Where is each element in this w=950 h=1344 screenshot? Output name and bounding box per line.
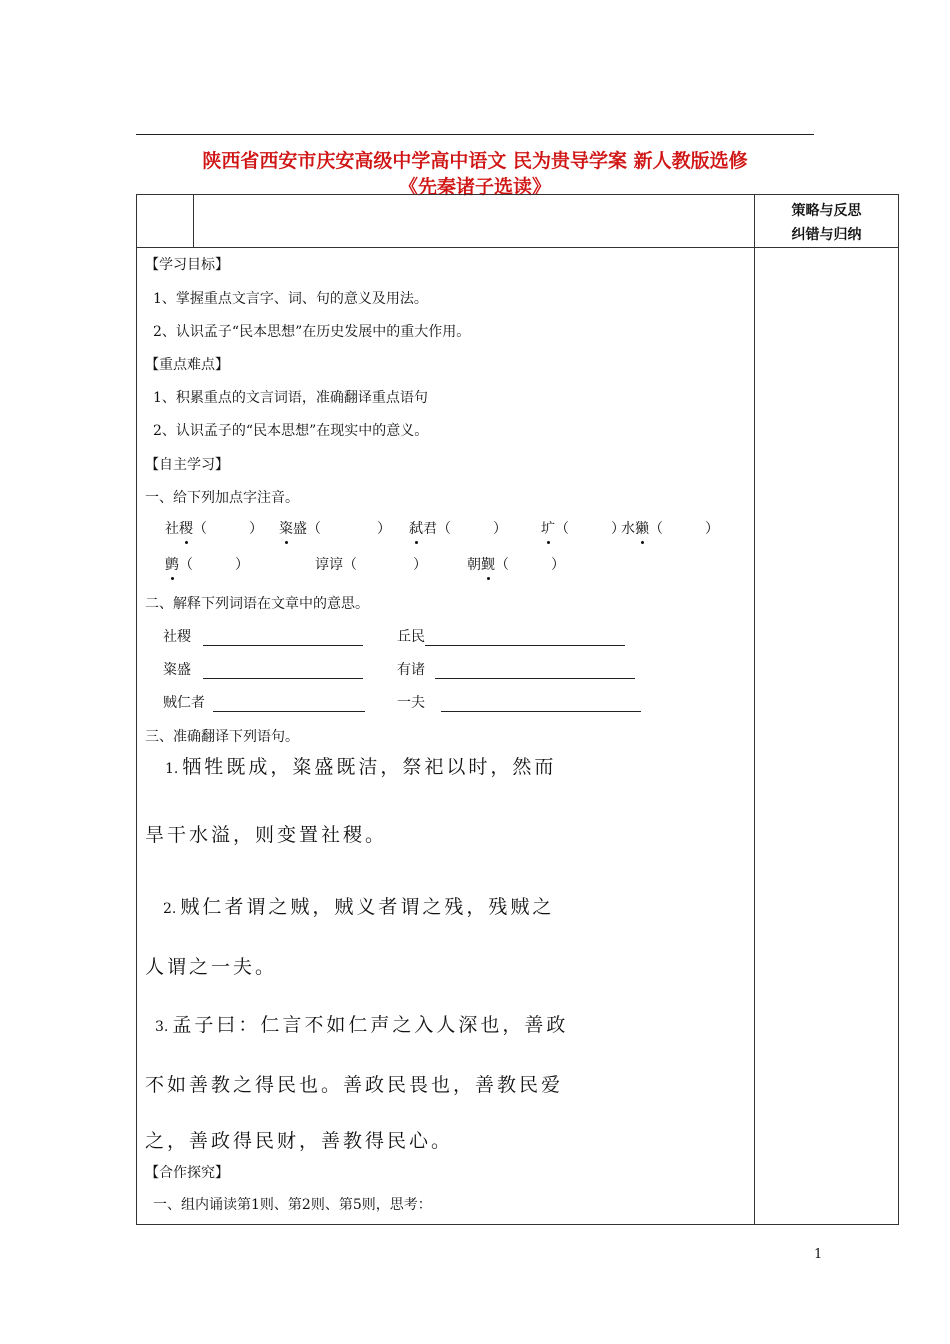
sentence-1-line-b: 旱干水溢，则变置社稷。 [145,824,388,846]
side-header-line1: 策略与反思 [791,203,862,219]
term-label: 有诸 [397,662,425,678]
dotted-char: 獭 [635,518,649,538]
sentence-1-line-a: 1. 牺牲既成，粢盛既洁，祭祀以时，然而 [165,756,557,778]
sentence-number: 1. [165,761,179,777]
key-1: 1、积累重点的文言词语，准确翻译重点语句 [153,390,428,406]
goal-1: 1、掌握重点文言字、词、句的意义及用法。 [153,291,428,307]
pinyin-item-4: 圹（ ） [541,518,625,538]
answer-blank[interactable] [203,664,363,679]
answer-blank[interactable] [435,664,635,679]
pinyin-item-5: 水獭（ ） [621,518,719,538]
sentence-2-line-b: 人谓之一夫。 [145,956,278,978]
answer-blank[interactable] [441,697,641,712]
cooperation-task-1: 一、组内诵读第1则、第2则、第5则，思考： [153,1197,432,1213]
term-row-3b [397,692,641,712]
pinyin-item-6: 鹯（ ） [165,554,249,574]
term-label: 一夫 [397,695,425,711]
question-1: 一、给下列加点字注音。 [145,490,299,506]
dotted-char: 粢 [279,518,293,538]
document-title: 陕西省西安市庆安高级中学高中语文 民为贵导学案 新人教版选修 [202,150,748,172]
term-label: 丘民 [397,629,425,645]
top-rule [136,134,814,135]
document-subtitle: 《先秦诸子选读》 [398,176,551,198]
pinyin-item-3: 弑君（ ） [409,518,507,538]
header-cell-middle [194,195,755,248]
key-2: 2、认识孟子的“民本思想”在现实中的意义。 [153,423,429,439]
term-row-1b [397,626,625,646]
pinyin-item-1: 社稷（ ） [165,518,263,538]
term-label: 粢盛 [163,662,191,678]
sentence-3-line-a: 3. 孟子曰：仁言不如仁声之入人深也，善政 [155,1014,569,1036]
answer-blank[interactable] [213,697,365,712]
term-row-2b [397,659,635,679]
sentence-number: 3. [155,1019,169,1035]
header-cell-left [137,195,194,248]
notes-column [755,248,899,1225]
term-row-2 [163,659,363,679]
term-label: 社稷 [163,629,191,645]
term-row-1 [163,626,363,646]
pinyin-item-8: 朝觐（ ） [467,554,565,574]
self-study-heading: 【自主学习】 [145,457,229,473]
term-label: 贼仁者 [163,695,205,711]
term-row-3 [163,692,365,712]
answer-blank[interactable] [203,631,363,646]
question-2: 二、解释下列词语在文章中的意思。 [145,596,369,612]
sentence-number: 2. [163,901,177,917]
keys-heading: 【重点难点】 [145,357,229,373]
goal-2: 2、认识孟子“民本思想”在历史发展中的重大作用。 [153,324,471,340]
side-header [755,195,899,248]
sentence-3-line-c: 之，善政得民财，善教得民心。 [145,1130,454,1152]
sentence-3-line-b: 不如善教之得民也。善政民畏也，善教民爱 [145,1074,564,1096]
pinyin-item-2: 粢盛（ ） [279,518,391,538]
dotted-char: 觐 [481,554,495,574]
cooperation-heading: 【合作探究】 [145,1165,229,1181]
dotted-char: 圹 [541,518,555,538]
question-3: 三、准确翻译下列语句。 [145,729,299,745]
pinyin-item-7: 谆谆（ ） [315,557,427,573]
dotted-char: 鹯 [165,554,179,574]
sentence-2-line-a: 2. 贼仁者谓之贼，贼义者谓之残，残贼之 [163,896,555,918]
goals-heading: 【学习目标】 [145,257,229,273]
answer-blank[interactable] [425,631,625,646]
dotted-char: 稷 [179,518,193,538]
dotted-char: 弑 [409,518,423,538]
page-number: 1 [814,1247,823,1262]
content-cell [137,248,755,1225]
worksheet-table [136,194,899,1225]
side-header-line2: 纠错与归纳 [791,227,862,243]
